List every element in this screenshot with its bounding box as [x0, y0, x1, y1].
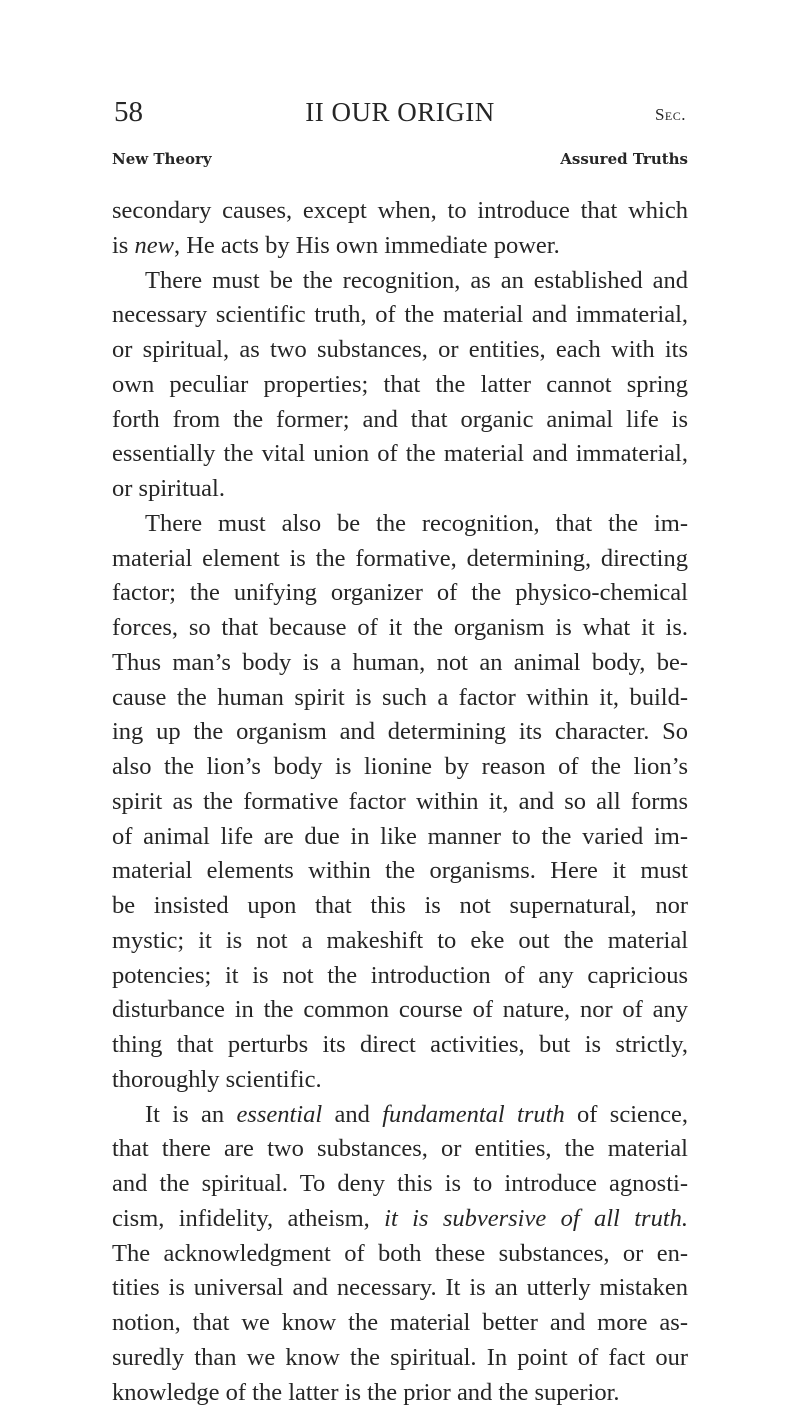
text-line: be insisted upon that this is not supernatural, nor	[112, 889, 688, 924]
section-label: Sec.	[655, 95, 686, 135]
text-line: forces, so that because of it the organism is what it is.	[112, 611, 688, 646]
text-line: notion, that we know the material better and more as-	[112, 1306, 688, 1341]
text-line: forth from the former; and that organic animal life is	[112, 403, 688, 438]
text-run: is	[112, 232, 134, 259]
text-line: thoroughly scientific.	[112, 1063, 688, 1098]
text-line: material elements within the organisms. Here it must	[112, 854, 688, 889]
text-line: material element is the formative, determining, directing	[112, 542, 688, 577]
italic-run: fundamental truth	[382, 1101, 564, 1128]
text-line: knowledge of the latter is the prior and the superior.	[112, 1376, 688, 1410]
text-line: suredly than we know the spiritual. In point of fact our	[112, 1341, 688, 1376]
text-line: mystic; it is not a makeshift to eke out the material	[112, 924, 688, 959]
italic-run: new	[134, 232, 173, 259]
body-text	[112, 194, 688, 1410]
text-run: It is an	[145, 1101, 236, 1128]
text-line: also the lion’s body is lionine by reason of the lion’s	[112, 750, 688, 785]
text-line: ing up the organism and determining its character. So	[112, 715, 688, 750]
chapter-title: II OUR ORIGIN	[114, 92, 686, 132]
text-line	[112, 229, 688, 264]
text-line	[112, 1202, 688, 1237]
running-head	[114, 92, 686, 132]
marginal-subhead	[112, 144, 688, 174]
text-line: factor; the unifying organizer of the physico-chemical	[112, 576, 688, 611]
page-number: 58	[114, 92, 143, 132]
text-line: or spiritual.	[112, 472, 688, 507]
text-line: cause the human spirit is such a factor within it, build-	[112, 681, 688, 716]
text-line: secondary causes, except when, to introduce that which	[112, 194, 688, 229]
text-line: spirit as the formative factor within it, and so all forms	[112, 785, 688, 820]
text-line: The acknowledgment of both these substances, or en-	[112, 1237, 688, 1272]
text-line: tities is universal and necessary. It is an utterly mistaken	[112, 1271, 688, 1306]
italic-run: it is subversive of all truth.	[384, 1205, 688, 1232]
text-line: potencies; it is not the introduction of any capricious	[112, 959, 688, 994]
text-line: necessary scientific truth, of the material and immaterial,	[112, 298, 688, 333]
italic-run: essential	[236, 1101, 322, 1128]
text-line: or spiritual, as two substances, or entities, each with its	[112, 333, 688, 368]
text-line: There must be the recognition, as an established and	[112, 264, 688, 299]
text-run: and	[322, 1101, 382, 1128]
text-run: cism, infidelity, atheism,	[112, 1205, 384, 1232]
text-line: There must also be the recognition, that the im-	[112, 507, 688, 542]
text-line: Thus man’s body is a human, not an animal body, be-	[112, 646, 688, 681]
text-line: and the spiritual. To deny this is to introduce agnosti-	[112, 1167, 688, 1202]
text-line: disturbance in the common course of nature, nor of any	[112, 993, 688, 1028]
text-line: essentially the vital union of the material and immaterial,	[112, 437, 688, 472]
text-line: thing that perturbs its direct activities, but is strictly,	[112, 1028, 688, 1063]
text-line	[112, 1098, 688, 1133]
text-run: of science,	[565, 1101, 688, 1128]
text-run: , He acts by His own immediate power.	[174, 232, 560, 259]
text-line: of animal life are due in like manner to the varied im-	[112, 820, 688, 855]
text-line: that there are two substances, or entities, the material	[112, 1132, 688, 1167]
text-line: own peculiar properties; that the latter cannot spring	[112, 368, 688, 403]
subhead-left: New Theory	[112, 144, 212, 174]
subhead-right: Assured Truths	[560, 144, 688, 174]
